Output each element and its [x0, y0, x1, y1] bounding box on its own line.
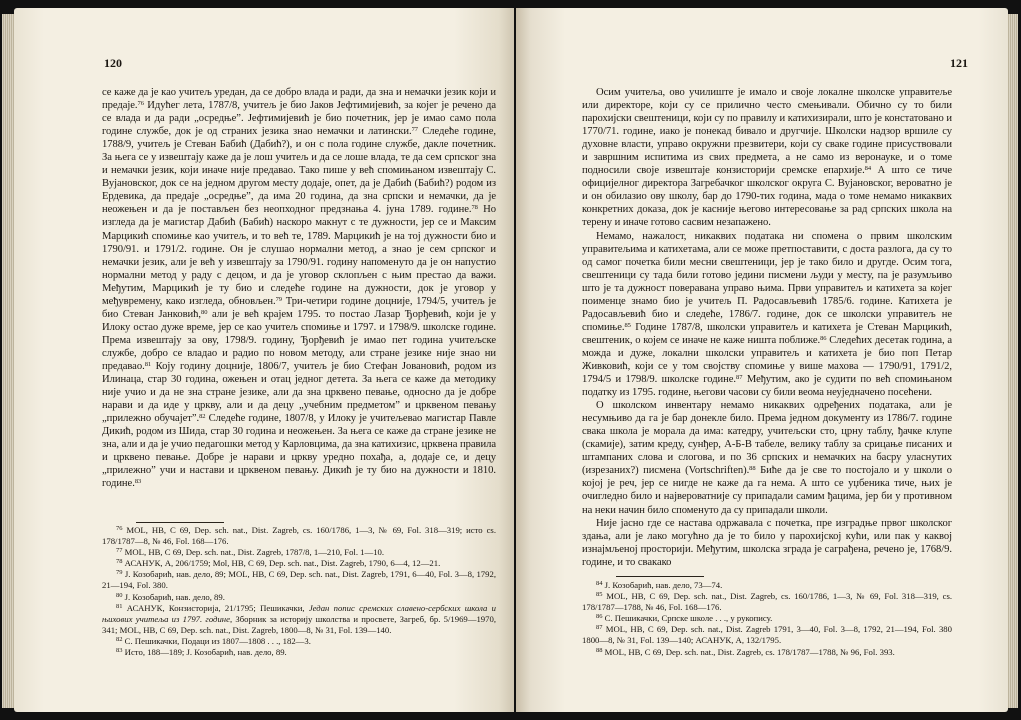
page-number: 121 — [950, 56, 968, 70]
footnotes: $^{76}$ MOL, HB, C 69, Dep. sch. nat., Dist. Zagreb, cs. 160/1786, 1—3, № 69, Fol. 318—319; исто cs. 178/1787—8, № 46, Fol. 168—176. $^{77}$ MOL, HB, C 69, Dep. sch. nat., Dist. Zagreb, 1787/8, 1—210, Fol. 1—10. $^{78}$ АСАНУК, А, 206/1759; Mol, HB, C 69, Dep. sch. nat., Dist. Zagreb, 1790, 6—4, 12—21. $^{79}$ Ј. Козобарић, нав. дело, 89; MOL, HB, C 69, Dep. sch. nat., Dist. Zagreb, 1791, 6—40, Fol. 3—8, 1792, 21—194, Fol. 380. $^{80}$ Ј. Козобарић, нав. дело, 89. $^{81}$ АСАНУК, Конзисторија, 21/1795; Пешикачки, Један попис сремских славено-сербских школа и њихових учитеља из 1797. године, Зборник за историју школства и просвете, Загреб, бр. 5/1969—1970, 341; MOL, HB, C 69, Dep. sch. nat., Dist. Zagreb, 1800—8, № 31, Fol. 139—140. $^{82}$ С. Пешикачки, Подаци из 1807—1808 . . ., 182—3. $^{83}$ Исто, 188—189; Ј. Козобарић, нав. дело, 89. — [102, 525, 496, 658]
footnote-separator — [136, 522, 224, 523]
body-text: Осим учитеља, ово училиште је имало и своје локалне школске управитеље или директоре, који су се прилично често смењивали. Обично су то били парохијски свештеници, који су по правилу и катихизирали, што је констатовано и 1770/71. године, иако је понекад бивало и другчије. Школски надзор вршиле су духовне власти, управо окружни презвитери, који су сваке године присуствовали и завршним испитима из свих предмета, а не само из веронауке, и о томе подносили своје извештаје конзисторији сремске епархије.$^{84}$ А што се тиче официјелног директора Загребачког школског округа С. Вујановског, вероватно је и он обилазио ову школу, бар до 1790-тих година, мада о томе немамо никаквих конкретних доказа, док је касније његово интересовање за рад српских школа на терену и иначе готово сасвим незапажено. Немамо, нажалост, никаквих података ни спомена о првим школским управитељима и катихетама, али се може претпоставити, с доста разлога, да су то од самог почетка били месни свештеници, јер је тако било и другде. Осим тога, свештеници су тада били готово једини писмени људи у месту, па је разумљиво што је та дужност поверавана управо њима. Први управитељ и катихета за којег поименце знамо био је учитељ П. Радосављевић 1785/6. године. Катихета је Радосављевић био и следеће, 1786/7. године, док се школски управитељ не спомиње.$^{85}$ Године 1787/8, школски управитељ и катихета је Стеван Марцикић, свештеник, о којем се иначе не каже ништа поближе.$^{86}$ Следећих десетак година, а можда и дуже, локални школски управитељ и катихета је био поп Петар Живковић, који се у том својству спомиње у више махова — 1790/91, 1791/2, 1794/5 и 1798/9. школске године.$^{87}$ Међутим, ако је судити по већ спомињаном податку из 1795. године, његови часови су били веома неуједначено посећени. О школском инвентару немамо никаквих одређених података, али је несумњиво да га је бар донекле било. Према једном документу из 1786/7. године свака школа је морала да има: катедру, учитељски сто, црну таблу, ђачке клупе (скамије), затим креду, сунђер, А-Б-В табеле, велику таблу за срицање писаних и штампаних слова и слогова, и по 36 српских и немачких на басру уласнутих (изрезаних?) писмена (Vortschriften).$^{88}$ Биће да је све то постојало и у школи о којој је реч, јер се нигде не каже да га нема. А што се уџбеника тиче, њих је очигледно било и највероватније су припадали самим ђацима, јер би у противном на неки начин било споменуто да су припадали школи. Није јасно где се настава одржавала с почетка, пре изградње првог школског здања, али је лако могућно да је то било у парохијској кући, или пак у каквој изнајмљеној просторији. Међутим, школска зграда је саграђена, речено је, 1768/9. године, и то свакако — [582, 87, 952, 568]
body-text: се каже да је као учитељ уредан, да се добро влада и ради, да зна и немачки језик који и предаје.$^{76}$ Идућег лета, 1787/8, учитељ је био Јаков Јефтимијевић, за којег је речено да се влада и да ради „осредње”. Јефтимијевић је био почетник, јер је имао само пола године службе, док је од страних језика знао немачки и латински.$^{77}$ Следеће године, 1788/9, учитељ је Стеван Бабић (Дабић?), и он с пола године службе, дакле почетник. За њега се у извештају каже да је лош учитељ и да се лоше влада, те да сем српског зна и немачки језик, који иначе није предавао. Тако пише у већ спомињаном извештају С. Вујановског, док се на једном другом месту додаје, опет, да је Дабић (Бабић?) родом из Ердевика, да предаје „осредње”, да има 20 година, да зна српски и немачки, да је неожењен и да је постављен без неопходног предзнања 4. јуна 1789. године.$^{78}$ Но изгледа да је магистар Дабић (Бабић) наскоро макнут с те дужности, јер се и Максим Марцикић спомиње као учитељ, и то већ те, 1789. Марцикић је на тој дужности био и 1790/91. и 1791/2. године. Он је слушао нормални метод, а знао је сем српског и немачки језик, али је већ у извештају за 1790/91. годину напоменуто да је он напустио нормални метод у раду с децом, и да је уговор склопљен с њим престао да важи. Међутим, Марцикић је ту био и следеће године на дужности, док је уговор у међувремену, како изгледа, обновљен.$^{79}$ Три-четири године доцније, 1794/5, учитељ је био Стеван Јанковић,$^{80}$ али је већ крајем 1795. то постао Лазар Ђорђевић, који је у Илоку остао дуже време, јер се као учитељ спомиње и 1797. и 1798/9. школске године. Према извештају за ову, 1798/9. годину, Ђорђевић је имао пет година учитељске службе, добро се владао и радио по новом методу, али стране језике није знао ни предавао.$^{81}$ Коју годину доцније, 1806/7, учитељ је био Стефан Јовановић, родом из Илинаца, стар 30 година, ожењен и отац једног детета. За њега се каже да методику није учио и да не зна стране језике, али да зна црквено певање, односно да је добре нарави и да иде у цркву, али и да децу „учебним предметом” и црквеном певању „прилежно обучајет”.$^{82}$ Следеће године, 1807/8, у Илоку је учитељевао магистар Павле Дикић, родом из Шида, стар 30 година и неожењен. За њега се каже да стране језике не зна, али и да је учио педагошки метод у Карловцима, да зна катихизис, црквена правила и црквено певање. Добре је нарави и цркву уредно похађа, а, додаје се, и децу „прилежно” учи и настави и црквеном певању. Дикић је ту био на дужности и 1810. године.$^{83}$ — [102, 87, 496, 490]
page-edges-right — [1008, 14, 1018, 708]
right-page — [516, 8, 1008, 712]
footnotes: $^{84}$ Ј. Козобарић, нав. дело, 73—74. $^{85}$ MOL, HB, C 69, Dep. sch. nat., Dist. Zagreb, cs. 160/1786, 1—3, № 69, Fol. 318—319, cs. 178/1787—1788, № 46, Fol. 168—176. $^{86}$ С. Пешикачки, Српске школе . . ., у рукопису. $^{87}$ MOL, HB, C 69, Dep. sch. nat., Dist. Zagreb 1791, 3—40, Fol. 3—8, 1792, 21—194, Fol. 380 1800—8, № 31, Fol. 139—140; АСАНУК, А, 132/1795. $^{88}$ MOL, HB, C 69, Dep. sch. nat., Dist. Zagreb, cs. 178/1787—1788, № 96, Fol. 393. — [582, 580, 952, 657]
page-edges-left — [2, 14, 14, 708]
page-number: 120 — [104, 56, 122, 70]
footnote-separator — [616, 576, 704, 577]
left-page — [14, 8, 514, 712]
